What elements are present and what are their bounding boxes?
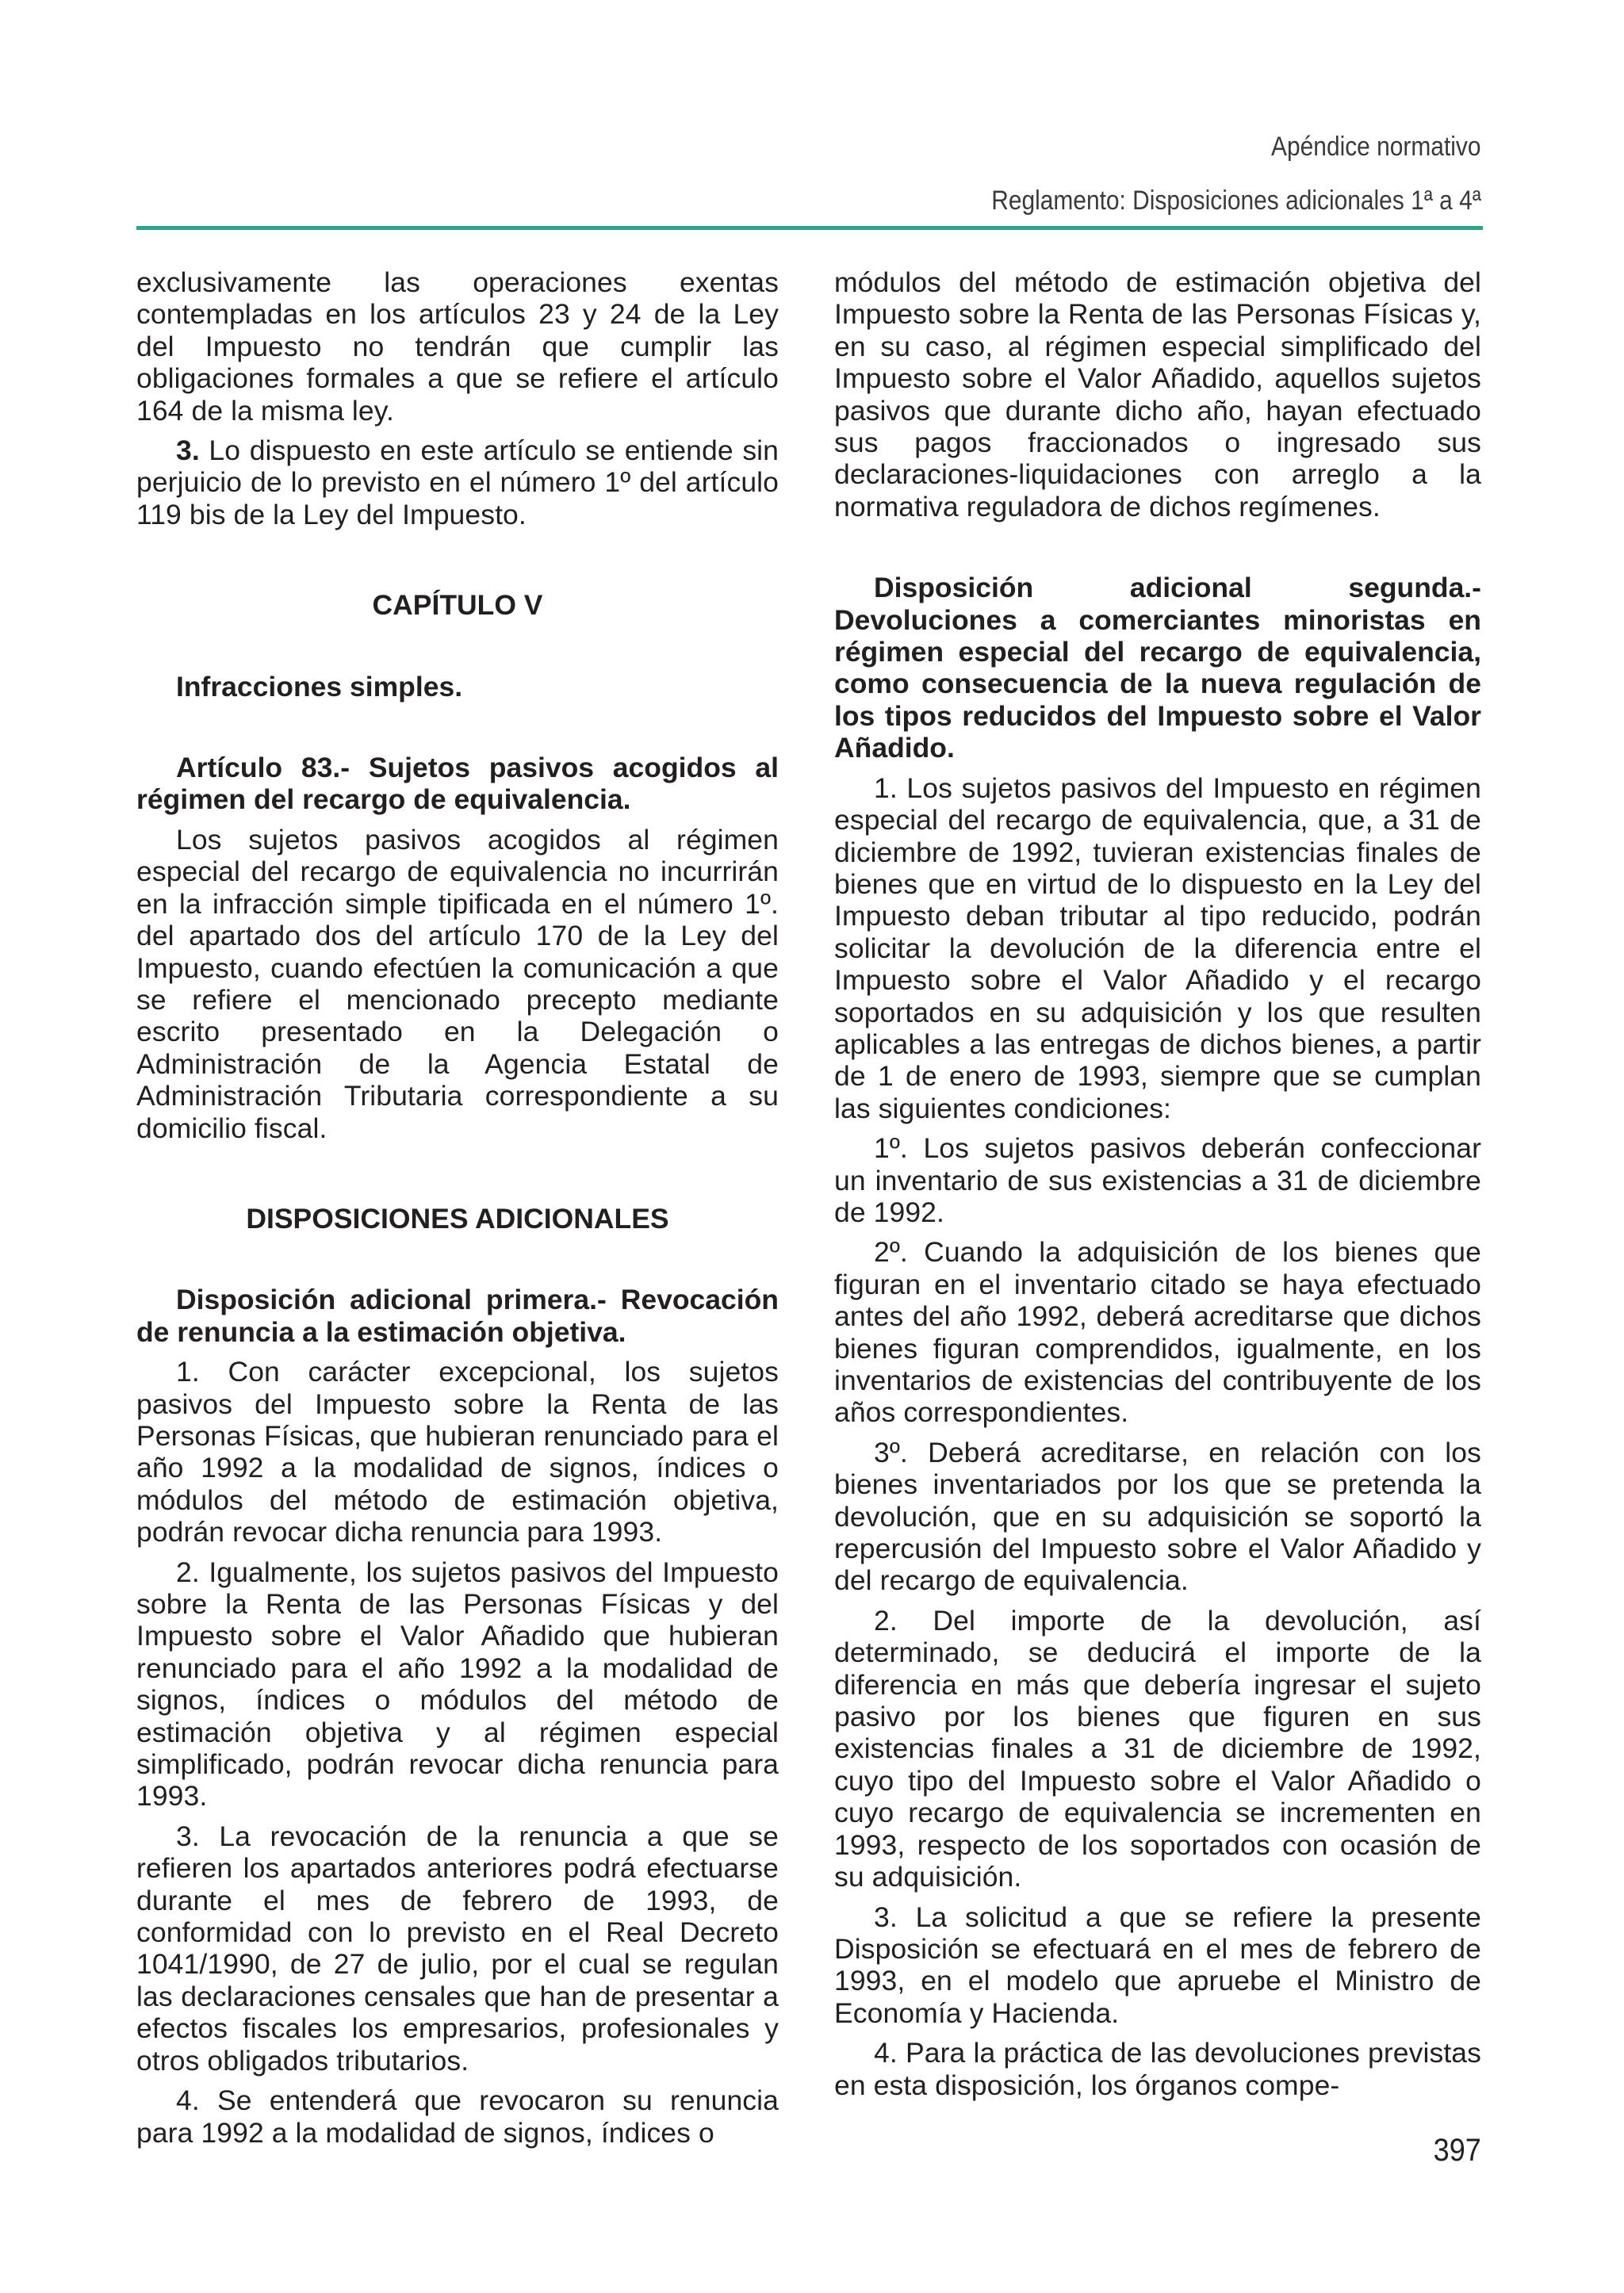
left-column — [136, 266, 779, 2149]
paragraph: 3. La solicitud a que se refiere la presente Disposición se efectuará en el mes de febrero de 1993, en el modelo que apruebe el Ministro de Economía y Hacienda. — [834, 1901, 1481, 2029]
paragraph: 4. Para la práctica de las devoluciones previstas en esta disposición, los órganos compe- — [834, 2037, 1481, 2101]
paragraph: 3. La revocación de la renuncia a que se refieren los apartados anteriores podrá efectuarse durante el mes de febrero de 1993, de conformidad con lo previsto en el Real Decreto 1041/1990, de 27 de julio, por el cual se regulan las declaraciones censales que han de presentar a efectos fiscales los empresarios, profesionales y otros obligados tributarios. — [136, 1820, 779, 2077]
paragraph: 2. Del importe de la devolución, así determinado, se deducirá el importe de la diferencia en más que debería ingresar el sujeto pasivo por los bienes que figuren en sus existencias finales a 31 de diciembre de 1992, cuyo tipo del Impuesto sobre el Valor Añadido o cuyo recargo de equivalencia se incrementen en 1993, respecto de los soportados con ocasión de su adquisición. — [834, 1604, 1481, 1893]
chapter-heading: CAPÍTULO V — [372, 589, 543, 622]
paragraph: 4. Se entenderá que revocaron su renuncia para 1992 a la modalidad de signos, índices o — [136, 2084, 779, 2149]
paragraph: 2. Igualmente, los sujetos pasivos del Impuesto sobre la Renta de las Personas Físicas y del Impuesto sobre el Valor Añadido que hubieran renunciado para el año 1992 a la modalidad de signos, índices o módulos del método de estimación objetiva y al régimen especial simplificado, podrán revocar dicha renuncia para 1993. — [136, 1556, 779, 1813]
condition-item: 2º. Cuando la adquisición de los bienes que figuran en el inventario citado se haya efectuado antes del año 1992, deberá acreditarse que dichos bienes figuran comprendidos, igualmente, en los inventarios de existencias del contribuyente de los años correspondientes. — [834, 1236, 1481, 1429]
disposition-2-title: Disposición adicional segunda.- Devoluciones a comerciantes minoristas en régimen especial del recargo de equivalencia, como consecuencia de la nueva regulación de los tipos reducidos del Impuesto sobre el Valor Añadido. — [834, 572, 1481, 764]
paragraph — [136, 434, 779, 530]
chapter-subtitle: Infracciones simples. — [176, 670, 463, 702]
paragraph-text: Lo dispuesto en este artículo se entiende sin perjuicio de lo previsto en el número 1º del artículo 119 bis de la Ley del Impuesto. — [136, 434, 779, 530]
paragraph: 1. Los sujetos pasivos del Impuesto en régimen especial del recargo de equivalencia, que, a 31 de diciembre de 1992, tuvieran existencias finales de bienes que en virtud de lo dispuesto en la Ley del Impuesto deban tributar al tipo reducido, podrán solicitar la devolución de la diferencia entre el Impuesto sobre el Valor Añadido y el recargo soportados en su adquisición y los que resulten aplicables a las entregas de dichos bienes, a partir de 1 de enero de 1993, siempre que se cumplan las siguientes condiciones: — [834, 771, 1481, 1124]
condition-item: 1º. Los sujetos pasivos deberán confeccionar un inventario de sus existencias a 31 de diciembre de 1992. — [834, 1132, 1481, 1228]
article-83-title: Artículo 83.- Sujetos pasivos acogidos al régimen del recargo de equivalencia. — [136, 752, 779, 816]
section-heading: DISPOSICIONES ADICIONALES — [246, 1202, 669, 1235]
paragraph: 1. Con carácter excepcional, los sujetos pasivos del Impuesto sobre la Renta de las Personas Físicas, que hubieran renunciado para el año 1992 a la modalidad de signos, índices o módulos del método de estimación objetiva, podrán revocar dicha renuncia para 1993. — [136, 1356, 779, 1548]
paragraph: módulos del método de estimación objetiva del Impuesto sobre la Renta de las Personas Físicas y, en su caso, al régimen especial simplificado del Impuesto sobre el Valor Añadido, aquellos sujetos pasivos que durante dicho año, hayan efectuado sus pagos fraccionados o ingresado sus declaraciones-liquidaciones con arreglo a la normativa reguladora de dichos regímenes. — [834, 266, 1481, 523]
condition-item: 3º. Deberá acreditarse, en relación con los bienes inventariados por los que se pretenda la devolución, que en su adquisición se soportó la repercusión del Impuesto sobre el Valor Añadido y del recargo de equivalencia. — [834, 1436, 1481, 1597]
header-rule — [136, 226, 1483, 230]
paragraph-number: 3. — [176, 434, 200, 467]
paragraph: exclusivamente las operaciones exentas contempladas en los artículos 23 y 24 de la Ley del Impuesto no tendrán que cumplir las obligaciones formales a que se refiere el artículo 164 de la misma ley. — [136, 266, 779, 427]
article-83-body: Los sujetos pasivos acogidos al régimen especial del recargo de equivalencia no incurrirán en la infracción simple tipificada en el número 1º. del apartado dos del artículo 170 de la Ley del Impuesto, cuando efectúen la comunicación a que se refiere el mencionado precepto mediante escrito presentado en la Delegación o Administración de la Agencia Estatal de Administración Tributaria correspondiente a su domicilio fiscal. — [136, 823, 779, 1144]
header-section: Apéndice normativo — [1271, 132, 1481, 162]
disposition-1-title: Disposición adicional primera.- Revocación de renuncia a la estimación objetiva. — [136, 1284, 779, 1348]
header-subsection: Reglamento: Disposiciones adicionales 1ª a 4ª — [991, 186, 1481, 216]
page-number: 397 — [1433, 2133, 1481, 2168]
right-column — [834, 266, 1481, 2101]
